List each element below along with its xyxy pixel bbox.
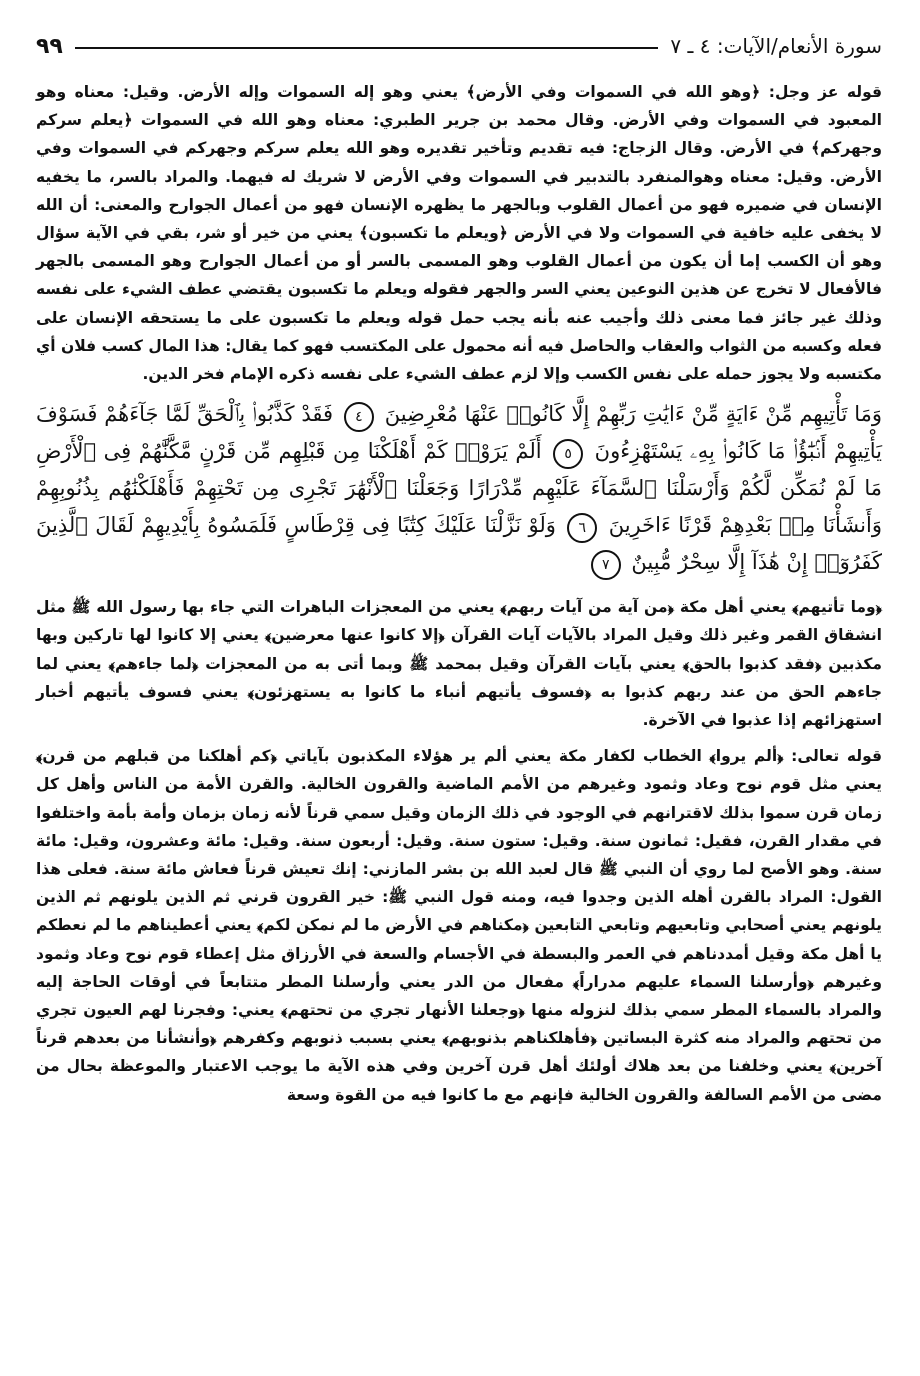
- page-number: ٩٩: [36, 33, 63, 59]
- verse-number-4: ٤: [344, 402, 374, 432]
- verse-number-6: ٦: [567, 513, 597, 543]
- quran-verses-block: [36, 396, 882, 581]
- verse-5-text: فَقَدْ كَذَّبُوا۟ بِٱلْحَقِّ لَمَّا جَآءَهُمْ فَسَوْفَ يَأْتِيهِمْ أَنۢبَٰٓؤُا۟ مَا كَانُوا۟ بِهِۦ يَسْتَهْزِءُونَ: [36, 402, 882, 464]
- running-title: سورة الأنعام/الآيات: ٤ ـ ٧: [670, 34, 882, 58]
- commentary-paragraph-3: قوله تعالى: ﴿ألم يروا﴾ الخطاب لكفار مكة يعني ألم ير هؤلاء المكذبون بآياتي ﴿كم أهلكنا من قبلهم من قرن﴾ يعني مثل قوم نوح وعاد وثمود وغيرهم من الأمم الماضية والقرون الخالية. والقرن الأمة من الناس وأهل كل زمان قرن سموا بذلك لاقترانهم في الوجود في ذلك الزمان وقيل سمي قرناً لأنه زمان بزمان وأمة بأمة واختلفوا في مقدار القرن، فقيل: ثمانون سنة. وقيل: ستون سنة. وقيل: أربعون سنة. وقيل: مائة وعشرون، وقيل: مائة سنة. وهو الأصح لما روي أن النبي ﷺ قال لعبد الله بن بشر المازني: إنك تعيش قرناً فعاش مائة سنة. فعلى هذا القول: المراد بالقرن أهله الذين وجدوا فيه، ومنه قول النبي ﷺ: خير القرون قرني ثم الذين يلونهم ثم الذين يلونهم يعني أصحابي وتابعيهم وتابعي التابعين ﴿مكناهم في الأرض ما لم نمكن لكم﴾ يعني أعطيناهم ما لم نعطكم يا أهل مكة وقيل أمددناهم في العمر والبسطة في الأجسام والسعة في الأرزاق مثل إعطاء قوم نوح وعاد وثمود وغيرهم ﴿وأرسلنا السماء عليهم مدراراً﴾ مفعال من الدر يعني وأرسلنا المطر متتابعاً في أوقات الحاجة إليه والمراد بالسماء المطر سمي بذلك لنزوله منها ﴿وجعلنا الأنهار تجري من تحتهم﴾ يعني: وفجرنا لهم العيون تجري من تحتهم والمراد منه كثرة البساتين ﴿فأهلكناهم بذنوبهم﴾ يعني بسبب ذنوبهم وكفرهم ﴿وأنشأنا من بعدهم قرناً آخرين﴾ يعني وخلفنا من بعد هلاك أولئك أهل قرن آخرين وفي هذه الآية ما يوجب الاعتبار والموعظة بحال من مضى من الأمم السالفة والقرون الخالية فإنهم مع ما كانوا فيه من القوة وسعة: [36, 747, 882, 1104]
- verse-number-7: ٧: [591, 550, 621, 580]
- verse-4-text: وَمَا تَأْتِيهِم مِّنْ ءَايَةٍ مِّنْ ءَايَٰتِ رَبِّهِمْ إِلَّا كَانُوا۟ عَنْهَا مُعْرِضِينَ: [384, 402, 882, 427]
- commentary-paragraph-1: قوله عز وجل: ﴿وهو الله في السموات وفي الأرض﴾ يعني وهو إله السموات وإله الأرض. وقيل: معناه وهو المعبود في السموات وفي الأرض. وقال محمد بن جرير الطبري: معناه وهو الله في السموات ﴿يعلم سركم وجهركم﴾ في الأرض. وقال الزجاج: فيه تقديم وتأخير تقديره وهو الله يعلم سركم وجهركم في السموات وفي الأرض. وقيل: معناه وهوالمنفرد بالتدبير في السموات وفي الأرض لا شريك له فيهما. والمراد بالسر، ما يخفيه الإنسان في ضميره فهو من أعمال القلوب وبالجهر ما يظهره الإنسان فهو من أعمال الجوارح والمعنى: أن الله لا يخفى عليه خافية في السموات ولا في الأرض ﴿ويعلم ما تكسبون﴾ يعني من خير أو شر، بقي في الآية سؤال وهو أن الكسب إما أن يكون من أعمال القلوب وهو المسمى بالسر أو من أعمال الجوارح وهو المسمى بالجهر فالأفعال لا تخرج عن هذين النوعين يعني السر والجهر فقوله ويعلم ما تكسبون يقتضي عطف الشيء على نفسه وذلك غير جائز فما معنى ذلك وأجيب عنه بأنه يجب حمل قوله ويعلم ما تكسبون على ما يستحقه الإنسان على فعله وكسبه من الثواب والعقاب والحاصل فيه أنه محمول على المكتسب فهو كما يقال: هذا المال كسب فلان أي مكتسبه ولا يجوز حمله على نفس الكسب وإلا لزم عطف الشيء على نفسه ذكره الإمام فخر الدين.: [36, 83, 882, 384]
- verse-number-5: ٥: [553, 439, 583, 469]
- header-rule: [75, 47, 659, 49]
- commentary-paragraph-2: ﴿وما تأتيهم﴾ يعني أهل مكة ﴿من آية من آيات ربهم﴾ يعني من المعجزات الباهرات التي جاء بها رسول الله ﷺ مثل انشقاق القمر وغير ذلك وقيل المراد بالآيات آيات القرآن ﴿إلا كانوا عنها معرضين﴾ يعني إلا كانوا لها تاركين وبها مكذبين ﴿فقد كذبوا بالحق﴾ يعني بآيات القرآن وقيل بمحمد ﷺ وبما أتى به من المعجزات ﴿لما جاءهم﴾ يعني لما جاءهم الحق من عند ربهم كذبوا به ﴿فسوف يأتيهم أنباء ما كانوا به يستهزئون﴾ يعني فسوف يأتيهم أخبار استهزائهم إذا عذبوا في الآخرة.: [36, 598, 882, 730]
- verse-7-text: وَلَوْ نَزَّلْنَا عَلَيْكَ كِتَٰبًا فِى قِرْطَاسٍ فَلَمَسُوهُ بِأَيْدِيهِمْ لَقَالَ ٱلَّذِينَ كَفَرُوٓا۟ إِنْ هَٰذَآ إِلَّا سِحْرٌ مُّبِينٌ: [36, 513, 882, 575]
- page-header: [36, 28, 882, 64]
- verse-6-text: أَلَمْ يَرَوْا۟ كَمْ أَهْلَكْنَا مِن قَبْلِهِم مِّن قَرْنٍ مَّكَّنَّٰهُمْ فِى ٱلْأَرْضِ مَا لَمْ نُمَكِّن لَّكُمْ وَأَرْسَلْنَا ٱلسَّمَآءَ عَلَيْهِم مِّدْرَارًا وَجَعَلْنَا ٱلْأَنْهَٰرَ تَجْرِى مِن تَحْتِهِمْ فَأَهْلَكْنَٰهُم بِذُنُوبِهِمْ وَأَنشَأْنَا مِنۢ بَعْدِهِمْ قَرْنًا ءَاخَرِينَ: [36, 439, 882, 538]
